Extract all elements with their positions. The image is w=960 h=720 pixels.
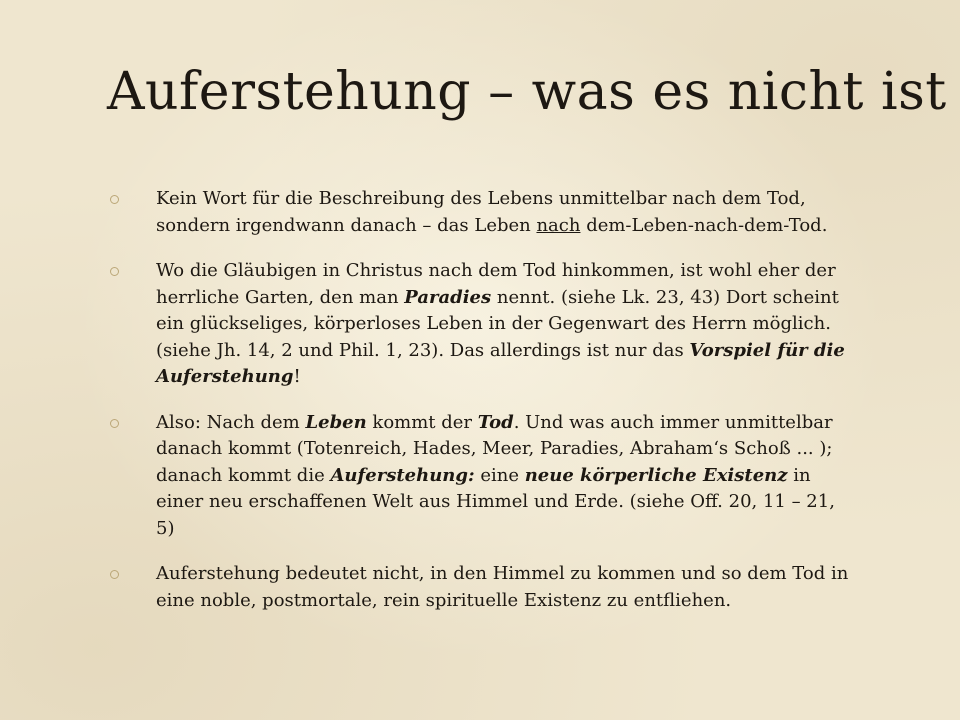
bullet-item [110, 186, 850, 239]
ring-bullet-icon [110, 419, 119, 428]
text-segment: Auferstehung: [330, 464, 475, 486]
text-segment: nennt. (siehe Lk. 23, 43) Dort scheint ein glückseliges, körperloses Leben in der Gegenwart des Herrn möglich. (siehe Jh. 14, 2 und Phil. 1, 23). Das allerdings ist nur das [156, 286, 839, 361]
text-segment: Kein Wort für die Beschreibung des Lebens unmittelbar nach dem Tod, sondern irgendwann danach – das Leben [156, 188, 806, 236]
text-segment: Paradies [404, 286, 492, 308]
ring-bullet-icon [110, 267, 119, 276]
text-segment: eine [474, 464, 525, 486]
text-segment: in einer neu erschaffenen Welt aus Himmel und Erde. (siehe Off. 20, 11 – 21, 5) [156, 464, 835, 539]
text-segment: Wo die Gläubigen in Christus nach dem Tod hinkommen, ist wohl eher der herrliche Garten, den man [156, 260, 836, 308]
text-segment: Auferstehung bedeutet nicht, in den Himmel zu kommen und so dem Tod in eine noble, postmortale, rein spirituelle Existenz zu entfliehen. [156, 563, 849, 611]
bullet-text [156, 188, 827, 236]
bullet-list [110, 186, 850, 633]
text-segment: neue körperliche Existenz [524, 464, 788, 486]
text-segment: nach [536, 214, 581, 236]
ring-bullet-icon [110, 195, 119, 204]
bullet-item [110, 561, 850, 614]
text-segment: Leben [305, 411, 367, 433]
text-segment: Also: Nach dem [156, 411, 306, 433]
text-segment: . Und was auch immer unmittelbar danach kommt (Totenreich, Hades, Meer, Paradies, Abraham‘s Schoß ... ); danach kommt die [156, 411, 833, 486]
text-segment: Vorspiel für die Auferstehung [156, 339, 845, 387]
bullet-text [156, 412, 835, 539]
text-segment: ! [293, 366, 301, 387]
slide-title: Auferstehung – was es nicht ist [107, 62, 947, 122]
ring-bullet-icon [110, 570, 119, 579]
bullet-item [110, 410, 850, 543]
text-segment: dem-Leben-nach-dem-Tod. [580, 214, 828, 236]
text-segment: kommt der [366, 411, 478, 433]
bullet-text [156, 260, 845, 387]
bullet-text [156, 563, 848, 611]
bullet-item [110, 258, 850, 391]
text-segment: Tod [477, 411, 514, 433]
